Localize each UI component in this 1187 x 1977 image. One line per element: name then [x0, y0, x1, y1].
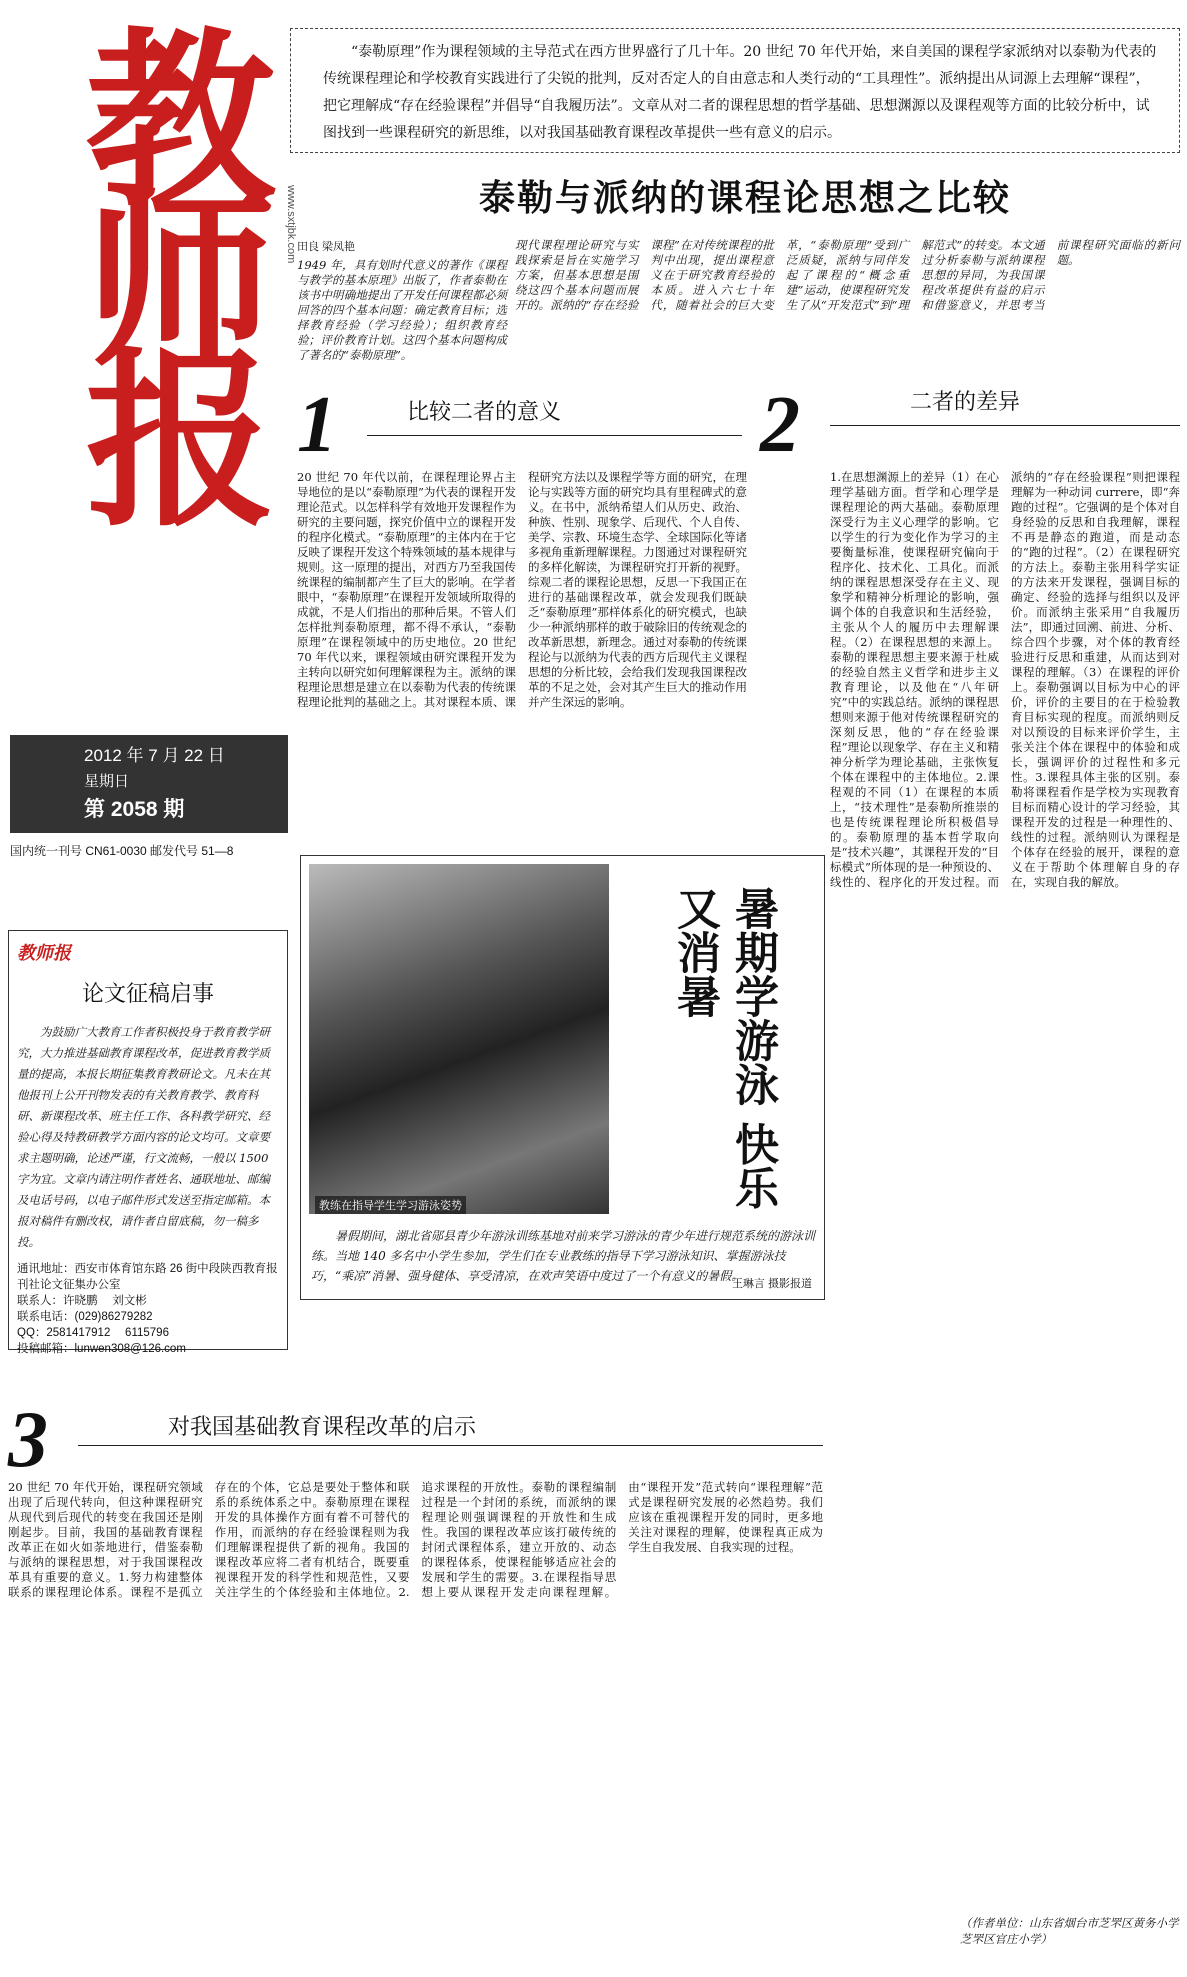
- section-3-title: 对我国基础教育课程改革的启示: [168, 1415, 477, 1440]
- section-1-body: 20 世纪 70 年代以前，在课程理论界占主导地位的是以“泰勒原理”为代表的课程开发理论范式。以怎样科学有效地开发课程作为研究的主要问题，探究价值中立的课程开发的程序化模式。“泰勒原理”的主体内在于它反映了课程开发这个特殊领域的基本规律与规则。这一原理的提出，对西方乃至我国传统课程的编制都产生了巨大的影响。在学者眼中，“泰勒原理”在课程开发领域所取得的成就，不是人们指出的那种后果。不管人们怎样批判泰勒原理，都不得不承认，“泰勒原理”在课程领域中的历史地位。20 世纪 70 年代以来，课程领域由研究课程开发为主转向以研究如何理解课程为主。派纳的课程理论思想是建立在以泰勒为代表的传统课程理论批判的基础之上。其对课程本质、课程研究方法以及课程学等方面的研究，在理论与实践等方面的研究均具有里程碑式的意义。在书中，派纳希望人们从历史、政治、种族、性别、现象学、后现代、个人自传、美学、宗教、环境生态学、全球国际化等诸多视角重新理解课程。力图通过对课程研究的多样化解读，为课程研究打开新的视野。综观二者的课程论思想，反思一下我国正在进行的基础课程改革，就会发现我们既缺乏“泰勒原理”那样体系化的研究模式，也缺少一种派纳那样的敢于破除旧的传统观念的改革新思想，新理念。通过对泰勒的传统课程论与以派纳为代表的西方后现代主义课程思想的分析比较，会给我们发现我国课程改革的不足之处，会对其产生巨大的推动作用并产生深远的影响。: [297, 470, 747, 709]
- swimming-photo: [309, 864, 609, 1214]
- intro-body: 现代课程理论研究与实践探索是旨在实施学习方案，但基本思想是围绕这四个基本问题而展开的。派纳的“存在经验课程”在对传统课程的批判中出现，提出课程意义在于研究教育经验的本质。进入六七十年代，随着社会的巨大变革，“泰勒原理”受到广泛质疑，派纳与同伴发起了课程的“概念重建”运动，使课程研究发生了从“开发范式”到“理解范式”的转变。本文通过分析泰勒与派纳课程思想的异同，为我国课程改革提供有益的启示和借鉴意义，并思考当前课程研究面临的新问题。: [515, 238, 1180, 312]
- issue-datebox: [10, 735, 288, 833]
- section-1-number: 1: [297, 381, 337, 469]
- photo-calligraphy: 暑期学游泳 快乐又消暑: [669, 886, 778, 1210]
- section-2-header: [760, 381, 1180, 469]
- intro-lead: 1949 年，具有划时代意义的著作《课程与教学的基本原理》出版了，作者泰勒在该书中明确地提出了开发任何课程都必须回答的四个基本问题：确定教育目标；选择教育经验（学习经验）；组织教育经验；评价教育计划。这四个基本问题构成了著名的“泰勒原理”。: [297, 258, 507, 362]
- issue-number: 第 2058 期: [84, 798, 185, 821]
- notice-qq: QQ：2581417912 6115796: [17, 1327, 169, 1339]
- photo-feature: [300, 855, 825, 1300]
- section-2-title: 二者的差异: [910, 390, 1021, 415]
- section-1-title: 比较二者的意义: [407, 400, 562, 425]
- notice-contacts: 联系人：许晓鹏 刘文彬: [17, 1295, 147, 1307]
- byline: 田良 梁凤艳: [297, 241, 356, 253]
- photo-credit: 王琳言 摄影报道: [731, 1278, 812, 1290]
- issue-date: 2012 年 7 月 22 日: [84, 746, 225, 765]
- author-affiliation: （作者单位：山东省烟台市芝罘区黄务小学 芝罘区官庄小学）: [960, 1916, 1179, 1946]
- masthead-title: 教师报: [54, 20, 277, 500]
- notice-title: 论文征稿启事: [81, 982, 214, 1007]
- call-for-papers-notice: [8, 930, 288, 1355]
- section-2-number: 2: [760, 381, 800, 469]
- section-3-header: [8, 1396, 823, 1484]
- photo-label: 教练在指导学生学习游泳姿势: [315, 1196, 466, 1214]
- website-url: www.sxtjbk.com: [285, 185, 297, 264]
- section-2-body: 1.在思想渊源上的差异（1）在心理学基础方面。哲学和心理学是课程理论的两大基础。泰勒原理深受行为主义心理学的影响。它以学生的行为变化作为学习的主要衡量标准，使课程研究偏向于程序化、技术化、工具化。而派纳的课程思想深受存在主义、现象学和精神分析理论的影响，强调个体的自我意识和生活经验，主张从个人的履历中去理解课程。（2）在课程思想的来源上。泰勒的课程思想主要来源于杜威的经验自然主义哲学和进步主义教育理论，以及他在“八年研究”中的实践总结。派纳的课程思想则来源于他对传统课程研究的深刻反思，他的“存在经验课程”理论以现象学、存在主义和精神分析学为理论基础，主张恢复个体在课程中的主体地位。2.课程观的不同（1）在课程的本质上，“技术理性”是泰勒所推崇的也是传统课程理论所积极倡导的。泰勒原理的基本哲学取向是“技术兴趣”，其课程开发的“目标模式”所体现的是一种预设的、线性的、程序化的开发过程。而派纳的“存在经验课程”则把课程理解为一种动词 currere，即“奔跑的过程”。它强调的是个体对自身经验的反思和自我理解，课程不再是静态的跑道，而是动态的“跑的过程”。（2）在课程研究的方法上。泰勒主张用科学实证的方法来开发课程，强调目标的确定、经验的选择与组织以及评价。而派纳主张采用“自我履历法”，即通过回溯、前进、分析、综合四个步骤，对个体的教育经验进行反思和重建，从而达到对课程的理解。（3）在课程的评价上。泰勒强调以目标为中心的评价，评价的主要目的在于检验教育目标实现的程度。而派纳则反对以预设的目标来评价学生，主张关注个体在课程中的体验和成长，强调评价的过程性和多元性。3.课程具体主张的区别。泰勒将课程看作是学校为实现教育目标而精心设计的学习经验，其课程开发的过程是一种理性的、线性的过程。派纳则认为课程是个体存在经验的展开，课程的意义在于帮助个体理解自身的存在，实现自我的解放。: [830, 470, 1180, 889]
- photo-caption: 暑假期间，湖北省郧县青少年游泳训练基地对前来学习游泳的青少年进行规范系统的游泳训练。当地 140 多名中小学生参加，学生们在专业教练的指导下学习游泳知识、掌握游泳技巧，“乘凉”消暑、强身健体、享受清凉，在欢声笑语中度过了一个有意义的暑假。: [311, 1229, 816, 1283]
- notice-text: 为鼓励广大教育工作者积极投身于教育教学研究，大力推进基础教育课程改革，促进教育教学质量的提高，本报长期征集教育教研论文。凡未在其他报刊上公开刊物发表的有关教育教学、教育科研、新课程改革、班主任工作、各科教学研究、经验心得及特教研教学方面内容的论文均可。文章要求主题明确，论述严谨，行文流畅，一般以 1500 字为宜。文章内请注明作者姓名、通联地址、邮编及电话号码，以电子邮件形式发送至指定邮箱。本报对稿件有删改权，请作者自留底稿，勿一稿多投。: [17, 1025, 270, 1249]
- section-2-rule: [830, 425, 1180, 426]
- section-3-body: 20 世纪 70 年代开始，课程研究领域出现了后现代转向，但这种课程研究从现代到后现代的转变在我国还是刚刚起步。目前，我国的基础教育课程改革正在如火如荼地进行，借鉴泰勒与派纳的课程思想，对于我国课程改革具有重要的意义。1.努力构建整体联系的课程理论体系。课程不是孤立存在的个体，它总是要处于整体和联系的系统体系之中。泰勒原理在课程开发的具体操作方面有着不可替代的作用，而派纳的存在经验课程则为我们理解课程提供了新的视角。我国的课程改革应将二者有机结合，既要重视课程开发的科学性和规范性，又要关注学生的个体经验和主体地位。2.追求课程的开放性。泰勒的课程编制过程是一个封闭的系统，而派纳的课程理论则强调课程的开放性和生成性。我国的课程改革应该打破传统的封闭式课程体系，建立开放的、动态的课程体系，使课程能够适应社会的发展和学生的需要。3.在课程指导思想上要从课程开发走向课程理解。由“课程开发”范式转向“课程理解”范式是课程研究发展的必然趋势。我们应该在重视课程开发的同时，更多地关注对课程的理解，使课程真正成为学生自我发展、自我实现的过程。: [8, 1480, 823, 1599]
- section-1-rule: [367, 435, 742, 436]
- notice-phone: 联系电话：(029)86279282: [17, 1311, 153, 1323]
- section-3-rule: [78, 1445, 823, 1446]
- notice-email: 投稿邮箱：lunwen308@126.com: [17, 1343, 186, 1355]
- article-headline: 泰勒与派纳的课程论思想之比较: [478, 178, 1011, 219]
- publication-codes: 国内统一刊号 CN61-0030 邮发代号 51—8: [10, 844, 234, 858]
- issue-weekday: 星期日: [84, 773, 130, 790]
- article-abstract: “泰勒原理”作为课程领域的主导范式在西方世界盛行了几十年。20 世纪 70 年代开始，来自美国的课程学家派纳对以泰勒为代表的传统课程理论和学校教育实践进行了尖锐的批判，反对否定人的自由意志和人类行动的“工具理性”。派纳提出从词源上去理解“课程”，把它理解成“存在经验课程”并倡导“自我履历法”。文章从对二者的课程思想的哲学基础、思想渊源以及课程观等方面的比较分析中，试图找到一些课程研究的新思维，以对我国基础教育课程改革提供一些有意义的启示。: [290, 28, 1180, 153]
- notice-brand: 教师报: [17, 943, 71, 964]
- notice-address: 通讯地址：西安市体育馆东路 26 街中段陕西教育报刊社论文征集办公室: [17, 1263, 278, 1291]
- section-1-header: [297, 381, 742, 469]
- section-3-number: 3: [8, 1396, 48, 1484]
